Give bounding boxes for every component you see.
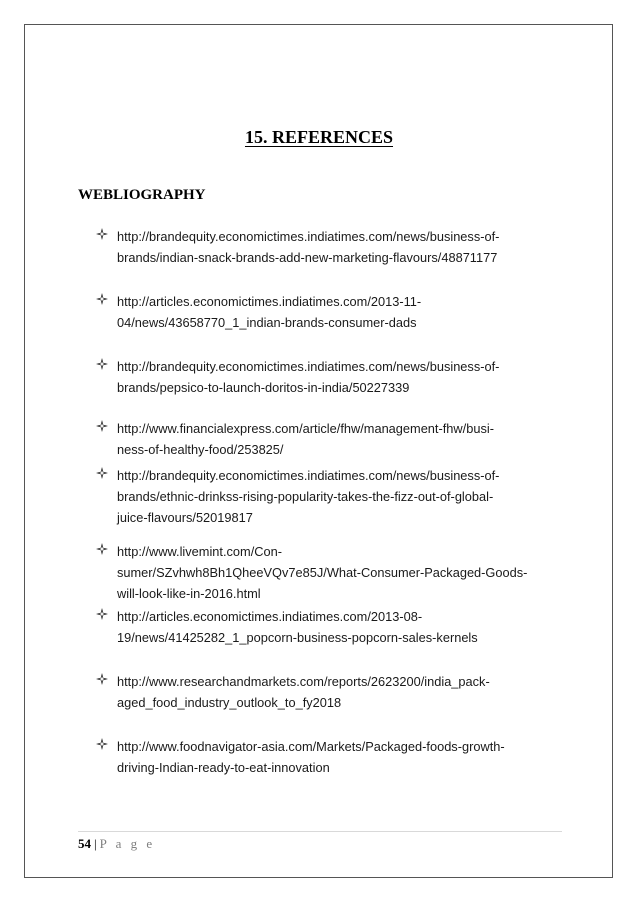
reference-line: 04/news/43658770_1_indian-brands-consumer-dads: [117, 315, 417, 330]
reference-line: http://articles.economictimes.indiatimes.com/2013-11-: [117, 294, 422, 309]
diamond-bullet-icon: [96, 358, 110, 372]
reference-link[interactable]: [117, 671, 556, 713]
reference-line: brands/pepsico-to-launch-doritos-in-india/50227339: [117, 380, 410, 395]
reference-item: [96, 465, 556, 528]
reference-line: aged_food_industry_outlook_to_fy2018: [117, 695, 342, 710]
reference-item: [96, 541, 556, 604]
reference-item: [96, 356, 556, 398]
footer-divider: [78, 831, 562, 832]
page-number: 54: [78, 836, 91, 851]
reference-line: ness-of-healthy-food/253825/: [117, 442, 284, 457]
page-word: P a g e: [99, 836, 156, 851]
reference-line: http://www.researchandmarkets.com/reports/2623200/india_pack-: [117, 674, 490, 689]
reference-item: [96, 606, 556, 648]
reference-link[interactable]: [117, 606, 556, 648]
reference-line: will-look-like-in-2016.html: [117, 586, 261, 601]
reference-link[interactable]: [117, 418, 556, 460]
reference-line: http://articles.economictimes.indiatimes.com/2013-08-: [117, 609, 423, 624]
reference-line: juice-flavours/52019817: [117, 510, 253, 525]
diamond-bullet-icon: [96, 467, 110, 481]
reference-line: http://brandequity.economictimes.indiatimes.com/news/business-of-: [117, 468, 500, 483]
reference-link[interactable]: [117, 291, 556, 333]
reference-item: [96, 736, 556, 778]
diamond-bullet-icon: [96, 228, 110, 242]
reference-item: [96, 418, 556, 460]
diamond-bullet-icon: [96, 543, 110, 557]
reference-line: http://www.foodnavigator-asia.com/Markets/Packaged-foods-growth-: [117, 739, 505, 754]
reference-line: http://www.livemint.com/Con-: [117, 544, 282, 559]
reference-line: 19/news/41425282_1_popcorn-business-popcorn-sales-kernels: [117, 630, 478, 645]
reference-line: http://brandequity.economictimes.indiatimes.com/news/business-of-: [117, 359, 500, 374]
reference-line: driving-Indian-ready-to-eat-innovation: [117, 760, 330, 775]
reference-link[interactable]: [117, 541, 556, 604]
reference-link[interactable]: [117, 226, 556, 268]
diamond-bullet-icon: [96, 738, 110, 752]
reference-line: sumer/SZvhwh8Bh1QheeVQv7e85J/What-Consumer-Packaged-Goods-: [117, 565, 528, 580]
diamond-bullet-icon: [96, 293, 110, 307]
diamond-bullet-icon: [96, 608, 110, 622]
reference-line: brands/ethnic-drinkss-rising-popularity-takes-the-fizz-out-of-global-: [117, 489, 494, 504]
section-heading: WEBLIOGRAPHY: [78, 187, 206, 203]
footer-separator: |: [94, 836, 97, 851]
page-title: 15. REFERENCES: [244, 127, 394, 147]
reference-line: http://www.financialexpress.com/article/fhw/management-fhw/busi-: [117, 421, 494, 436]
reference-link[interactable]: [117, 736, 556, 778]
reference-line: brands/indian-snack-brands-add-new-marketing-flavours/48871177: [117, 250, 498, 265]
reference-link[interactable]: [117, 465, 556, 528]
reference-line: http://brandequity.economictimes.indiatimes.com/news/business-of-: [117, 229, 500, 244]
reference-item: [96, 226, 556, 268]
diamond-bullet-icon: [96, 420, 110, 434]
reference-item: [96, 671, 556, 713]
reference-link[interactable]: [117, 356, 556, 398]
diamond-bullet-icon: [96, 673, 110, 687]
reference-item: [96, 291, 556, 333]
page-footer: [78, 836, 155, 852]
